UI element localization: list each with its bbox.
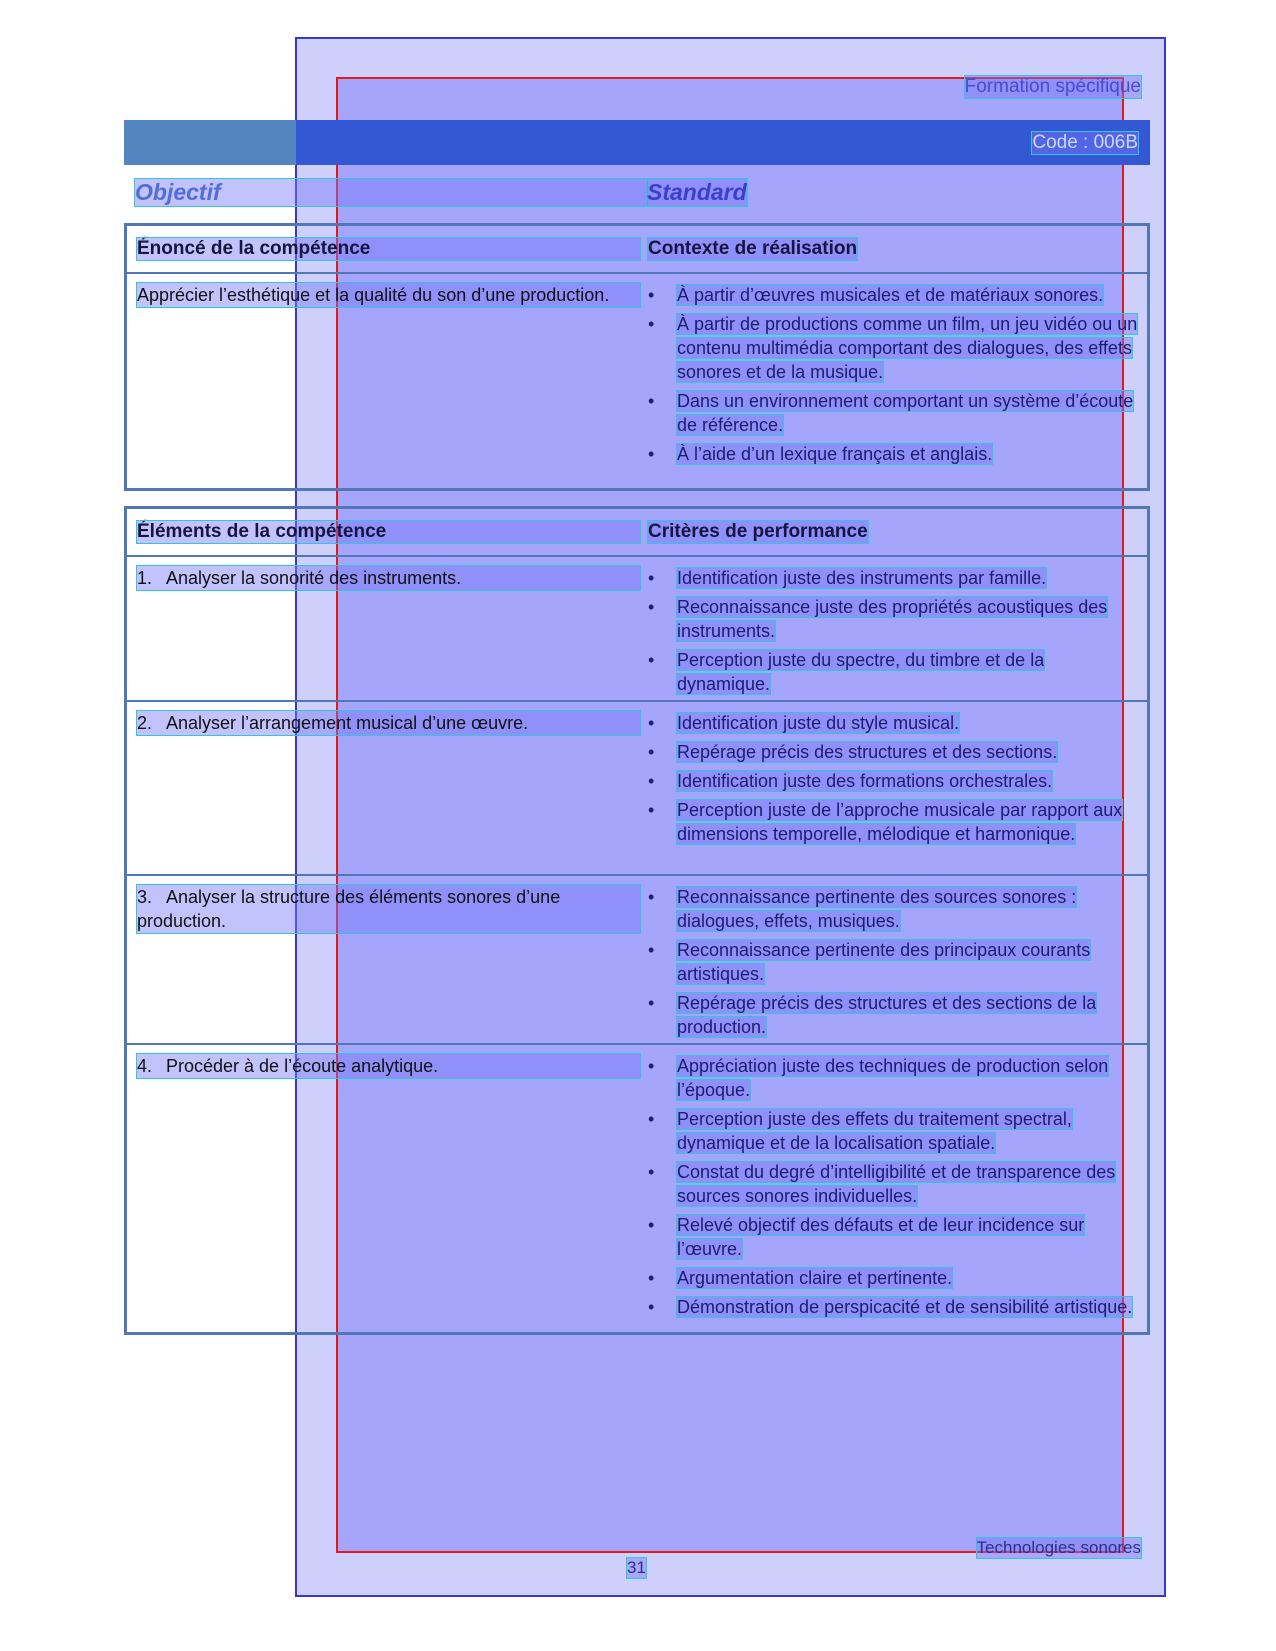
element-text: 4. Procéder à de l’écoute analytique.: [137, 1054, 640, 1078]
criterion-item: • Perception juste du spectre, du timbre et de la dynamique.: [648, 648, 1140, 696]
criterion-item: • Démonstration de perspicacité et de sensibilité artistique.: [648, 1295, 1140, 1319]
criterion-item: • Perception juste des effets du traitement spectral, dynamique et de la localisation spatiale.: [648, 1107, 1140, 1155]
competence-box: [124, 223, 1150, 491]
criterion-item: • Reconnaissance pertinente des sources sonores : dialogues, effets, musiques.: [648, 885, 1140, 933]
criteres-header: Critères de performance: [648, 521, 868, 542]
criterion-item: • Perception juste de l’approche musicale par rapport aux dimensions temporelle, mélodique et harmonique.: [648, 798, 1140, 846]
criteria-list: [648, 566, 1140, 701]
elements-box: [124, 506, 1150, 1335]
element-text: 3. Analyser la structure des éléments sonores d’une production.: [137, 885, 640, 933]
criteria-list: [648, 885, 1140, 1044]
program-code: Code : 006B: [1032, 132, 1138, 153]
criterion-item: • Reconnaissance juste des propriétés acoustiques des instruments.: [648, 595, 1140, 643]
criterion-item: • Appréciation juste des techniques de production selon l’époque.: [648, 1054, 1140, 1102]
criterion-item: • Identification juste des formations orchestrales.: [648, 769, 1140, 793]
elements-header: Éléments de la compétence: [137, 521, 640, 543]
element-row: [127, 876, 1147, 1045]
competence-box-header: [127, 226, 1147, 274]
criterion-item: • Argumentation claire et pertinente.: [648, 1266, 1140, 1290]
criterion-item: • Reconnaissance pertinente des principaux courants artistiques.: [648, 938, 1140, 986]
formation-label: Formation spécifique: [964, 76, 1141, 97]
criterion-item: • Constat du degré d’intelligibilité et de transparence des sources sonores individuelles.: [648, 1160, 1140, 1208]
context-item: • Dans un environnement comportant un système d’écoute de référence.: [648, 389, 1140, 437]
context-item: • À l’aide d’un lexique français et anglais.: [648, 442, 1140, 466]
objectif-heading: Objectif: [135, 179, 647, 206]
enonce-header: Énoncé de la compétence: [137, 238, 640, 260]
criteria-list: [648, 1054, 1140, 1324]
context-list: [648, 283, 1140, 471]
competence-statement: Apprécier l’esthétique et la qualité du son d’une production.: [137, 283, 640, 307]
objective-row: [135, 179, 1145, 209]
criterion-item: • Repérage précis des structures et des sections de la production.: [648, 991, 1140, 1039]
criterion-item: • Identification juste des instruments par famille.: [648, 566, 1140, 590]
contexte-header: Contexte de réalisation: [648, 238, 858, 259]
criteria-list: [648, 711, 1140, 851]
element-row: [127, 1045, 1147, 1339]
criterion-item: • Relevé objectif des défauts et de leur incidence sur l’œuvre.: [648, 1213, 1140, 1261]
code-band: [124, 120, 1150, 165]
element-text: 1. Analyser la sonorité des instruments.: [137, 566, 640, 590]
program-name: Technologies sonores: [976, 1538, 1141, 1557]
element-row: [127, 557, 1147, 702]
criterion-item: • Identification juste du style musical.: [648, 711, 1140, 735]
standard-heading: Standard: [647, 179, 747, 205]
element-row: [127, 702, 1147, 876]
context-item: • À partir de productions comme un film, un jeu vidéo ou un contenu multimédia comportant des dialogues, des effets sonores et de la musique.: [648, 312, 1140, 384]
competence-row: [127, 274, 1147, 488]
context-item: • À partir d’œuvres musicales et de matériaux sonores.: [648, 283, 1140, 307]
page-number: 31: [627, 1558, 646, 1577]
elements-box-header: [127, 509, 1147, 557]
criterion-item: • Repérage précis des structures et des sections.: [648, 740, 1140, 764]
element-text: 2. Analyser l’arrangement musical d’une œuvre.: [137, 711, 640, 735]
